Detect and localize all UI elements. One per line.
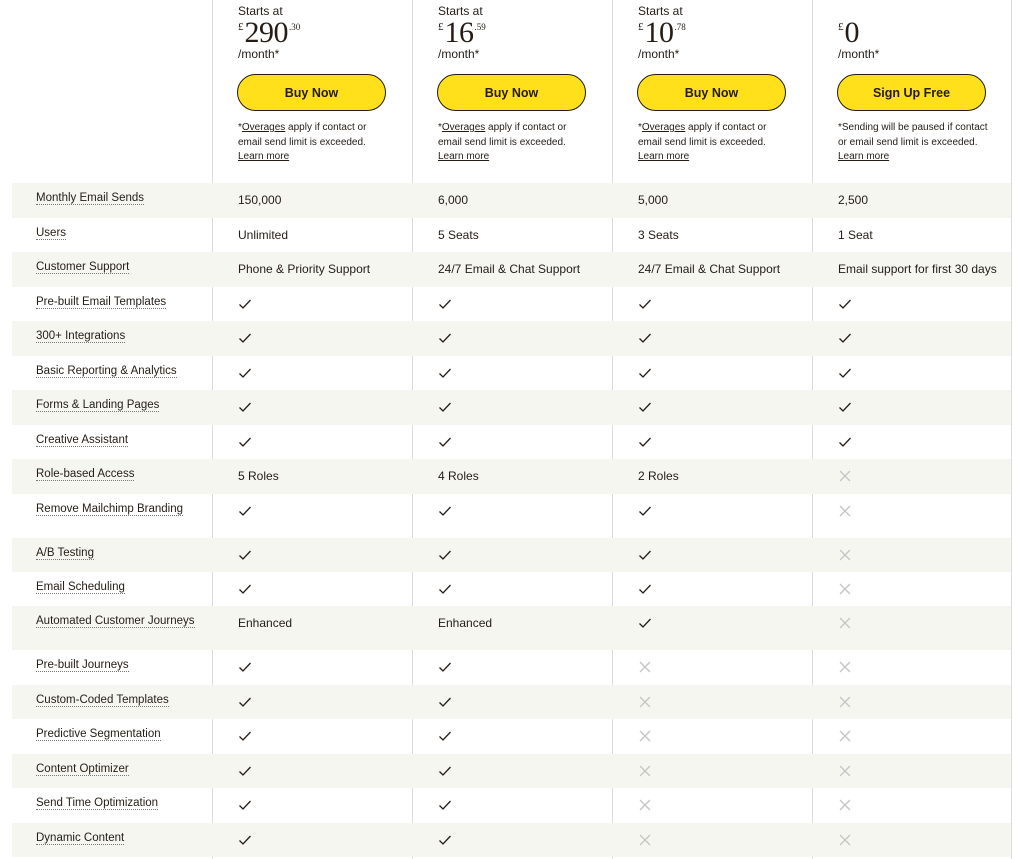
currency-symbol: £ <box>438 21 444 33</box>
cell-value: 5 Seats <box>438 228 479 242</box>
feature-label-text[interactable]: Pre-built Email Templates <box>36 296 167 308</box>
feature-label-text[interactable]: 300+ Integrations <box>36 330 126 342</box>
table-row <box>12 425 1011 459</box>
table-cell <box>238 501 252 521</box>
table-cell <box>838 692 852 712</box>
table-cell <box>838 726 852 746</box>
table-cell <box>238 397 252 417</box>
table-row <box>12 287 1011 321</box>
feature-label-text[interactable]: A/B Testing <box>36 547 94 559</box>
table-cell <box>838 466 852 486</box>
sign-up-free-button[interactable]: Sign Up Free <box>837 74 986 111</box>
cross-icon <box>838 798 852 812</box>
feature-label-text[interactable]: Basic Reporting & Analytics <box>36 365 177 377</box>
table-row <box>12 356 1011 390</box>
table-row <box>12 572 1011 606</box>
feature-label[interactable] <box>36 727 196 742</box>
checkmark-icon <box>838 435 852 449</box>
feature-label-text[interactable]: Role-based Access <box>36 468 135 480</box>
feature-label[interactable] <box>36 693 196 708</box>
table-cell <box>238 259 370 279</box>
note-asterisk: * <box>238 122 242 133</box>
price-decimal: .78 <box>674 22 686 32</box>
table-cell <box>638 432 652 452</box>
checkmark-icon <box>438 582 452 596</box>
checkmark-icon <box>238 833 252 847</box>
plan-column-1 <box>212 0 412 183</box>
table-cell <box>438 657 452 677</box>
table-cell <box>438 795 452 815</box>
table-cell <box>638 328 652 348</box>
table-cell <box>838 579 852 599</box>
table-cell <box>238 830 252 850</box>
table-cell <box>638 545 652 565</box>
checkmark-icon <box>438 729 452 743</box>
note-asterisk: * <box>438 122 442 133</box>
table-row <box>12 183 1011 218</box>
cross-icon <box>838 764 852 778</box>
overages-link[interactable]: Overages <box>241 122 286 133</box>
checkmark-icon <box>438 297 452 311</box>
table-row <box>12 719 1011 754</box>
table-cell <box>638 613 652 633</box>
checkmark-icon <box>838 331 852 345</box>
table-cell <box>838 190 868 210</box>
buy-now-button[interactable]: Buy Now <box>437 74 586 111</box>
feature-label[interactable] <box>36 191 196 206</box>
per-month-label: /month* <box>438 47 480 61</box>
checkmark-icon <box>238 764 252 778</box>
table-cell <box>638 726 652 746</box>
table-cell <box>238 190 281 210</box>
plan-note <box>238 121 388 165</box>
checkmark-icon <box>238 366 252 380</box>
cross-icon <box>838 833 852 847</box>
feature-label-text[interactable]: Monthly Email Sends <box>36 192 145 204</box>
cell-value: 5,000 <box>638 193 669 207</box>
checkmark-icon <box>238 582 252 596</box>
checkmark-icon <box>638 331 652 345</box>
table-row <box>12 788 1011 823</box>
price-whole: 10 <box>644 16 674 49</box>
table-row <box>12 606 1011 650</box>
currency-symbol: £ <box>838 21 844 33</box>
starts-at-label: Starts at <box>638 4 683 18</box>
table-row <box>12 650 1011 685</box>
table-cell <box>838 225 873 245</box>
table-cell <box>438 363 452 383</box>
table-cell <box>838 613 852 633</box>
table-cell <box>438 761 452 781</box>
table-cell <box>638 657 652 677</box>
table-row <box>12 390 1011 425</box>
table-cell <box>438 692 452 712</box>
table-cell <box>238 363 252 383</box>
checkmark-icon <box>638 435 652 449</box>
feature-label[interactable] <box>36 546 196 561</box>
cross-icon <box>638 660 652 674</box>
cross-icon <box>838 548 852 562</box>
table-cell <box>838 501 852 521</box>
plan-note <box>638 121 788 165</box>
buy-now-button[interactable]: Buy Now <box>637 74 786 111</box>
table-cell <box>838 545 852 565</box>
feature-label[interactable] <box>36 796 196 811</box>
checkmark-icon <box>238 297 252 311</box>
table-cell <box>638 501 652 521</box>
cross-icon <box>638 833 652 847</box>
cell-value: 2,500 <box>838 193 869 207</box>
table-cell <box>438 397 452 417</box>
feature-label[interactable] <box>36 226 196 241</box>
note-text: apply if contact or email send limit is exceeded. <box>238 122 367 148</box>
table-cell <box>438 579 452 599</box>
cross-icon <box>838 616 852 630</box>
checkmark-icon <box>438 366 452 380</box>
table-cell <box>638 830 652 850</box>
note-text: apply if contact or email send limit is exceeded. <box>438 122 567 148</box>
checkmark-icon <box>238 548 252 562</box>
cross-icon <box>838 504 852 518</box>
table-cell <box>438 190 468 210</box>
cell-value: 24/7 Email & Chat Support <box>638 262 781 276</box>
feature-label[interactable] <box>36 364 196 379</box>
table-row <box>12 218 1011 252</box>
table-cell <box>238 432 252 452</box>
feature-label[interactable] <box>36 260 196 275</box>
price <box>838 18 859 48</box>
cell-value: 1 Seat <box>838 228 873 242</box>
table-row <box>12 823 1011 857</box>
table-cell <box>638 294 652 314</box>
cell-value: 3 Seats <box>638 228 679 242</box>
table-cell <box>238 795 252 815</box>
table-cell <box>238 294 252 314</box>
table-cell <box>238 466 279 486</box>
cross-icon <box>838 469 852 483</box>
price-decimal: .59 <box>474 22 486 32</box>
price-whole: 0 <box>844 16 859 49</box>
feature-label[interactable] <box>36 762 196 777</box>
table-cell <box>838 397 852 417</box>
feature-label-text[interactable]: Customer Support <box>36 261 130 273</box>
table-cell <box>238 545 252 565</box>
checkmark-icon <box>438 548 452 562</box>
table-cell <box>838 328 852 348</box>
cross-icon <box>838 660 852 674</box>
table-cell <box>838 259 997 279</box>
feature-label[interactable] <box>36 831 196 846</box>
table-cell <box>838 761 852 781</box>
feature-label-text[interactable]: Predictive Segmentation <box>36 728 161 740</box>
checkmark-icon <box>838 366 852 380</box>
feature-label-text[interactable]: Remove Mailchimp Branding <box>36 503 184 515</box>
feature-label[interactable] <box>36 580 196 595</box>
buy-now-button[interactable]: Buy Now <box>237 74 386 111</box>
currency-symbol: £ <box>638 21 644 33</box>
overages-link[interactable]: Overages <box>641 122 686 133</box>
cell-value: 24/7 Email & Chat Support <box>438 262 581 276</box>
checkmark-icon <box>438 331 452 345</box>
cell-value: 6,000 <box>438 193 469 207</box>
table-cell <box>238 579 252 599</box>
table-cell <box>438 259 580 279</box>
checkmark-icon <box>438 764 452 778</box>
cell-value: 5 Roles <box>238 469 279 483</box>
table-row <box>12 685 1011 719</box>
checkmark-icon <box>238 695 252 709</box>
cell-value: Unlimited <box>238 228 289 242</box>
feature-label-text[interactable]: Pre-built Journeys <box>36 659 129 671</box>
feature-label-text[interactable]: Users <box>36 227 67 239</box>
table-cell <box>838 294 852 314</box>
feature-label[interactable] <box>36 295 196 310</box>
table-row <box>12 459 1011 494</box>
cross-icon <box>638 695 652 709</box>
table-row <box>12 754 1011 788</box>
note-text: apply if contact or email send limit is exceeded. <box>638 122 767 148</box>
table-cell <box>238 657 252 677</box>
table-cell <box>438 545 452 565</box>
note-asterisk: * <box>638 122 642 133</box>
checkmark-icon <box>238 331 252 345</box>
feature-label-text[interactable]: Dynamic Content <box>36 832 125 844</box>
checkmark-icon <box>238 660 252 674</box>
plan-note <box>438 121 588 165</box>
cell-value: Enhanced <box>438 616 493 630</box>
starts-at-label: Starts at <box>438 4 483 18</box>
checkmark-icon <box>438 660 452 674</box>
feature-label[interactable] <box>36 658 196 673</box>
cell-value: Phone & Priority Support <box>238 262 371 276</box>
per-month-label: /month* <box>238 47 280 61</box>
table-cell <box>238 225 288 245</box>
checkmark-icon <box>438 435 452 449</box>
feature-label[interactable] <box>36 398 196 413</box>
plan-column-4 <box>812 0 1012 183</box>
table-cell <box>238 692 252 712</box>
table-cell <box>438 613 492 633</box>
feature-label-text[interactable]: Content Optimizer <box>36 763 129 775</box>
checkmark-icon <box>638 297 652 311</box>
checkmark-icon <box>438 798 452 812</box>
table-cell <box>638 363 652 383</box>
table-row <box>12 538 1011 572</box>
per-month-label: /month* <box>838 47 880 61</box>
cross-icon <box>838 729 852 743</box>
feature-label-text[interactable]: Email Scheduling <box>36 581 125 593</box>
table-cell <box>438 294 452 314</box>
checkmark-icon <box>638 504 652 518</box>
table-cell <box>638 466 679 486</box>
table-cell <box>838 795 852 815</box>
table-cell <box>638 225 679 245</box>
checkmark-icon <box>638 616 652 630</box>
feature-label-text[interactable]: Custom-Coded Templates <box>36 694 169 706</box>
price <box>438 18 486 48</box>
table-cell <box>638 397 652 417</box>
checkmark-icon <box>238 400 252 414</box>
cross-icon <box>838 582 852 596</box>
feature-label-text[interactable]: Send Time Optimization <box>36 797 159 809</box>
checkmark-icon <box>238 729 252 743</box>
checkmark-icon <box>438 400 452 414</box>
table-cell <box>238 726 252 746</box>
table-cell <box>438 726 452 746</box>
checkmark-icon <box>638 366 652 380</box>
feature-label-text[interactable]: Forms & Landing Pages <box>36 399 160 411</box>
table-cell <box>638 259 780 279</box>
checkmark-icon <box>838 400 852 414</box>
feature-label-text[interactable]: Creative Assistant <box>36 434 129 446</box>
feature-label-text[interactable]: Automated Customer Journeys <box>36 615 195 627</box>
learn-more-link[interactable]: Learn more <box>638 151 690 162</box>
price-whole: 290 <box>244 16 288 49</box>
checkmark-icon <box>638 400 652 414</box>
table-cell <box>838 657 852 677</box>
cell-value: 2 Roles <box>638 469 679 483</box>
table-cell <box>238 328 252 348</box>
checkmark-icon <box>238 435 252 449</box>
table-cell <box>838 363 852 383</box>
table-cell <box>838 432 852 452</box>
learn-more-link[interactable]: Learn more <box>438 151 490 162</box>
table-row <box>12 494 1011 538</box>
note-text: *Sending will be paused if contact or email send limit is exceeded. <box>838 122 988 148</box>
checkmark-icon <box>238 798 252 812</box>
table-cell <box>238 761 252 781</box>
per-month-label: /month* <box>638 47 680 61</box>
cell-value: Email support for first 30 days <box>838 262 997 276</box>
table-cell <box>438 830 452 850</box>
table-cell <box>438 328 452 348</box>
table-row <box>12 321 1011 356</box>
feature-label[interactable] <box>36 433 196 448</box>
plan-column-2 <box>412 0 612 183</box>
table-row <box>12 252 1011 287</box>
table-cell <box>638 190 668 210</box>
table-cell <box>638 579 652 599</box>
feature-label[interactable] <box>36 329 196 344</box>
price-decimal: .30 <box>289 22 301 32</box>
plan-note <box>838 121 988 165</box>
cross-icon <box>638 729 652 743</box>
checkmark-icon <box>438 695 452 709</box>
table-cell <box>438 225 479 245</box>
table-cell <box>438 466 479 486</box>
learn-more-link[interactable]: Learn more <box>838 151 890 162</box>
checkmark-icon <box>438 504 452 518</box>
table-cell <box>638 761 652 781</box>
learn-more-link[interactable]: Learn more <box>238 151 290 162</box>
overages-link[interactable]: Overages <box>441 122 486 133</box>
table-cell <box>238 613 292 633</box>
table-cell <box>438 432 452 452</box>
table-cell <box>438 501 452 521</box>
price-whole: 16 <box>444 16 474 49</box>
table-cell <box>638 692 652 712</box>
feature-label[interactable] <box>36 467 196 482</box>
checkmark-icon <box>238 504 252 518</box>
checkmark-icon <box>638 582 652 596</box>
table-cell <box>638 795 652 815</box>
cell-value: Enhanced <box>238 616 293 630</box>
plan-column-3 <box>612 0 812 183</box>
checkmark-icon <box>638 548 652 562</box>
cell-value: 150,000 <box>238 193 282 207</box>
checkmark-icon <box>438 833 452 847</box>
table-cell <box>838 830 852 850</box>
cross-icon <box>638 798 652 812</box>
feature-label[interactable] <box>36 502 196 517</box>
cross-icon <box>838 695 852 709</box>
price <box>238 18 300 48</box>
feature-label[interactable] <box>36 614 196 629</box>
cell-value: 4 Roles <box>438 469 479 483</box>
starts-at-label: Starts at <box>238 4 283 18</box>
checkmark-icon <box>838 297 852 311</box>
cross-icon <box>638 764 652 778</box>
currency-symbol: £ <box>238 21 244 33</box>
price <box>638 18 686 48</box>
